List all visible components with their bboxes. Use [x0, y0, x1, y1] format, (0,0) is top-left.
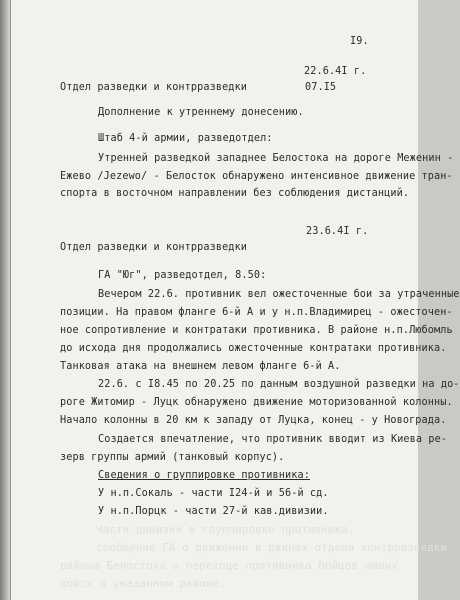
entry-2-paragraph-3-line-2: зерв группы армий (танковый корпус). — [60, 452, 285, 463]
entry-2-department: Отдел разведки и контрразведки — [60, 242, 248, 253]
entry-1-source: Штаб 4-й армии, разведотдел: — [98, 133, 273, 144]
binding-line — [10, 0, 11, 600]
entry-2-paragraph-1-line-1: Вечером 22.6. противник вел ожесточенные бои за утраченные — [98, 289, 460, 300]
entry-1-time: 07.I5 — [305, 82, 337, 93]
entry-1-date: 22.6.4I г. — [304, 66, 367, 77]
entry-1-department: Отдел разведки и контрразведки — [60, 82, 248, 93]
entry-1-paragraph-line-2: Ежево /Jezewo/ - Белосток обнаружено интенсивное движение тран- — [60, 171, 453, 182]
grouping-heading: Сведения о группировке противника: — [98, 470, 310, 481]
entry-2-paragraph-1-line-4: до исхода дня продолжались ожесточенные контратаки противника. — [60, 343, 447, 354]
show-through-line-1: Части дивизии в группировке противника. — [96, 523, 355, 536]
entry-2-paragraph-1-line-3: ное сопротивление и контратаки противника. В районе н.п.Любомль — [60, 325, 453, 336]
show-through-line-3: района Белостока о переходе противника бойцов наших — [60, 559, 398, 572]
page-number: I9. — [350, 36, 369, 47]
grouping-item-1: У н.п.Сокаль - части I24-й и 56-й сд. — [98, 488, 329, 499]
entry-2-paragraph-1-line-2: позиции. На правом фланге 6-й А и у н.п.Владимирец - ожесточен- — [60, 307, 453, 318]
binding-edge — [0, 0, 10, 600]
grouping-item-2: У н.п.Порцк - части 27-й кав.дивизии. — [98, 506, 329, 517]
show-through-line-4: войск в указанном районе. — [60, 577, 226, 590]
entry-2-source: ГА "Юг", разведотдел, 8.50: — [98, 270, 267, 281]
entry-2-date: 23.6.4I г. — [306, 226, 369, 237]
entry-2-paragraph-2-line-2: роге Житомир - Луцк обнаружено движение моторизованной колонны. — [60, 397, 453, 408]
entry-2-paragraph-1-line-5: Танковая атака на внешнем левом фланге 6-й А. — [60, 361, 341, 372]
entry-1-subject: Дополнение к утреннему донесению. — [98, 107, 304, 118]
entry-2-paragraph-3-line-1: Создается впечатление, что противник вводит из Киева ре- — [98, 434, 448, 445]
entry-2-paragraph-2-line-3: Начало колонны в 20 км к западу от Луцка, конец - у Новограда. — [60, 415, 447, 426]
entry-1-paragraph-line-3: спорта в восточном направлении без соблюдения дистанций. — [60, 188, 410, 199]
show-through-line-2: сообщение ГА о движении в двинах отдела контрразведки — [96, 541, 447, 554]
entry-1-paragraph-line-1: Утренней разведкой западнее Белостока на дороге Меженин - — [98, 153, 454, 164]
entry-2-paragraph-2-line-1: 22.6. с I8.45 по 20.25 по данным воздушной разведки на до- — [98, 379, 460, 390]
